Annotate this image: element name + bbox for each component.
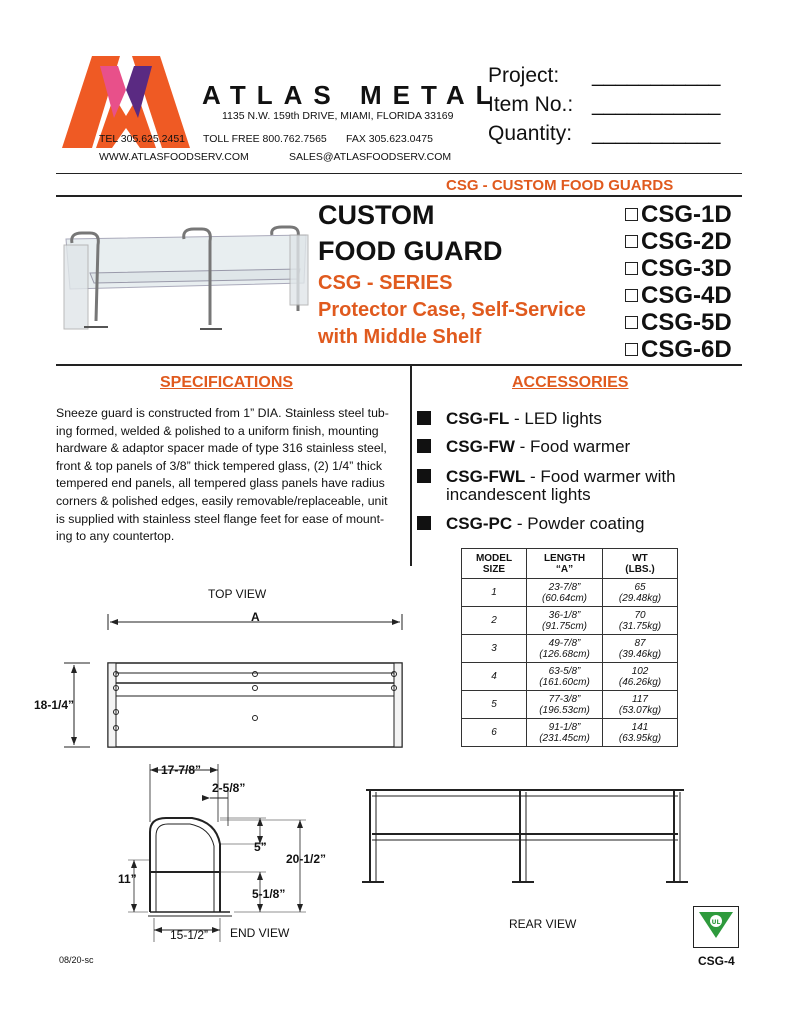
product-desc-line2: with Middle Shelf [318,326,482,348]
product-photo [60,225,312,337]
company-tel: TEL 305.625.2451 [99,133,186,145]
model-checkbox-item[interactable]: CSG-3D [625,255,740,282]
company-website[interactable]: WWW.ATLASFOODSERV.COM [99,151,249,163]
product-series: CSG - SERIES [318,272,453,294]
table-row: 4 63-5/8” (161.60cm) 102 (46.26kg) [462,663,678,691]
company-address: 1135 N.W. 159th DRIVE, MIAMI, FLORIDA 33169 [222,110,454,122]
table-header: MODEL SIZE [462,549,527,579]
table-row: 5 77-3/8” (196.53cm) 117 (53.07kg) [462,691,678,719]
item-label: Item No.: [488,93,574,116]
product-title-line2: FOOD GUARD [318,236,503,266]
checkbox-icon[interactable] [625,289,638,302]
dimension-2-5-8: 2-5/8” [212,781,246,795]
item-blank[interactable]: ___________ [592,93,721,116]
checkbox-icon[interactable] [625,262,638,275]
table-header: LENGTH “A” [527,549,603,579]
dimension-5: 5” [254,840,267,854]
dimension-17-7-8: 17-7/8” [161,763,202,777]
rear-view-drawing [360,782,690,892]
checkbox-icon[interactable] [625,343,638,356]
quantity-label: Quantity: [488,122,573,145]
product-title-line1: CUSTOM [318,200,435,230]
company-fax: FAX 305.623.0475 [346,133,433,145]
company-name: ATLAS METAL [202,80,503,110]
model-checkbox-item[interactable]: CSG-5D [625,309,740,336]
checkbox-icon[interactable] [625,235,638,248]
square-bullet-icon [417,469,431,483]
specifications-heading: SPECIFICATIONS [160,374,294,391]
model-checkbox-item[interactable]: CSG-6D [625,336,740,363]
dimension-15-1-2: 15-1/2” [170,928,209,942]
company-tollfree: TOLL FREE 800.762.7565 [203,133,327,145]
square-bullet-icon [417,411,431,425]
model-checkbox-item[interactable]: CSG-1D [625,201,740,228]
certification-logo [693,906,739,948]
product-desc-line1: Protector Case, Self-Service [318,299,586,321]
square-bullet-icon [417,516,431,530]
top-view-drawing [50,608,410,753]
table-row: 3 49-7/8” (126.68cm) 87 (39.46kg) [462,635,678,663]
project-blank[interactable]: ___________ [592,64,721,87]
model-checkbox-item[interactable]: CSG-4D [625,282,740,309]
table-row: 2 36-1/8” (91.75cm) 70 (31.75kg) [462,607,678,635]
specifications-text: Sneeze guard is constructed from 1” DIA. Stainless steel tub- ing formed, welded & polished to a uniform finish, mounting hardware & adaptor spacer made of type 316 stainless steel, front & top panels of 3/8” thick tempered glass, (2) 1/4” thick tempered end panels, all tempered glass panels have radius corners & polished edges, easily removable/replaceable, unit is supplied with stainless steel flange feet for ease of mount- ing to any countertop. [56,406,389,544]
table-row: 6 91-1/8” (231.45cm) 141 (63.95kg) [462,719,678,747]
dimension-5-1-8: 5-1/8” [252,887,286,901]
checkbox-icon[interactable] [625,208,638,221]
column-divider [410,366,412,566]
revision-code: 08/20-sc [59,955,94,965]
dimension-20-1-2: 20-1/2” [286,852,327,866]
divider [56,173,742,174]
divider [56,195,742,197]
company-email[interactable]: SALES@ATLASFOODSERV.COM [289,151,452,163]
dimension-a: A [251,610,260,624]
model-checkbox-item[interactable]: CSG-2D [625,228,740,255]
square-bullet-icon [417,439,431,453]
size-table [461,548,678,747]
accessories-heading: ACCESSORIES [512,374,629,391]
section-title: CSG - CUSTOM FOOD GUARDS [446,177,674,194]
svg-text:UL: UL [711,919,721,926]
model-list [625,201,740,363]
dimension-11: 11” [118,872,137,886]
quantity-blank[interactable]: ___________ [592,122,721,145]
project-label: Project: [488,64,560,87]
table-row: 1 23-7/8” (60.64cm) 65 (29.48kg) [462,579,678,607]
top-view-label: TOP VIEW [208,587,267,601]
dimension-depth: 18-1/4” [34,698,75,712]
divider [56,364,742,366]
checkbox-icon[interactable] [625,316,638,329]
page-code: CSG-4 [698,954,735,968]
end-view-label: END VIEW [230,926,290,940]
rear-view-label: REAR VIEW [509,917,577,931]
table-header: WT (LBS.) [603,549,678,579]
